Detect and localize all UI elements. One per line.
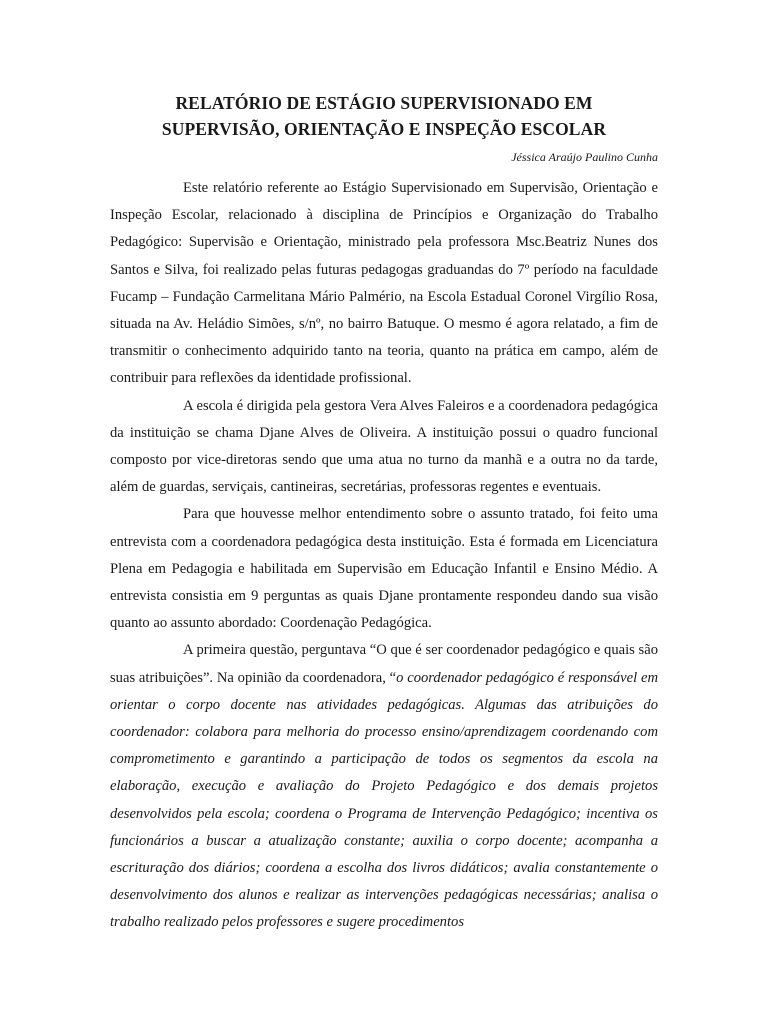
author-name: Jéssica Araújo Paulino Cunha <box>511 150 658 164</box>
paragraph-first-question <box>110 637 658 936</box>
document-page <box>110 90 658 937</box>
coordinator-quote: o coordenador pedagógico é responsável em orientar o corpo docente nas atividades pedagógicas. Algumas das atribuições do coordenador: colabora para melhoria do processo ensino/aprendizagem coordenando com comprometimento e garantindo a participação de todos os segmentos da escola na elaboração, execução e avaliação do Projeto Pedagógico e dos demais projetos desenvolvidos pela escola; coordena o Programa de Intervenção Pedagógico; incentiva os funcionários a buscar a atualização constante; auxilia o corpo docente; acompanha a escrituração dos diários; coordena a escolha dos livros didáticos; avalia constantemente o desenvolvimento dos alunos e realizar as intervenções pedagógicas necessárias; analisa o trabalho realizado pelos professores e sugere procedimentos <box>110 669 658 931</box>
first-question-lead: A primeira questão, perguntava “O que é ser coordenador pedagógico e quais são suas atribuições”. Na opinião da coordenadora, “ <box>110 642 658 686</box>
document-body <box>110 175 658 937</box>
title-line-1: RELATÓRIO DE ESTÁGIO SUPERVISIONADO EM <box>175 93 593 113</box>
paragraph-school: A escola é dirigida pela gestora Vera Alves Faleiros e a coordenadora pedagógica da instituição se chama Djane Alves de Oliveira. A instituição possui o quadro funcional composto por vice-diretoras sendo que uma atua no turno da manhã e a outra no da tarde, além de guardas, serviçais, cantineiras, secretárias, professoras regentes e eventuais. <box>110 397 658 496</box>
document-title <box>110 90 658 142</box>
paragraph-interview: Para que houvesse melhor entendimento sobre o assunto tratado, foi feito uma entrevista com a coordenadora pedagógica desta instituição. Esta é formada em Licenciatura Plena em Pedagogia e habilitada em Supervisão em Educação Infantil e Ensino Médio. A entrevista consistia em 9 perguntas as quais Djane prontamente respondeu dando sua visão quanto ao assunto abordado: Coordenação Pedagógica. <box>110 506 658 632</box>
paragraph-intro: Este relatório referente ao Estágio Supervisionado em Supervisão, Orientação e Inspeção Escolar, relacionado à disciplina de Princípios e Organização do Trabalho Pedagógico: Supervisão e Orientação, ministrado pela professora Msc.Beatriz Nunes dos Santos e Silva, foi realizado pelas futuras pedagogas graduandas do 7º período na faculdade Fucamp – Fundação Carmelitana Mário Palmério, na Escola Estadual Coronel Virgílio Rosa, situada na Av. Heládio Simões, s/nº, no bairro Batuque. O mesmo é agora relatado, a fim de transmitir o conhecimento adquirido tanto na teoria, quanto na prática em campo, além de contribuir para reflexões da identidade profissional. <box>110 180 658 387</box>
title-line-2: SUPERVISÃO, ORIENTAÇÃO E INSPEÇÃO ESCOLAR <box>161 119 607 139</box>
